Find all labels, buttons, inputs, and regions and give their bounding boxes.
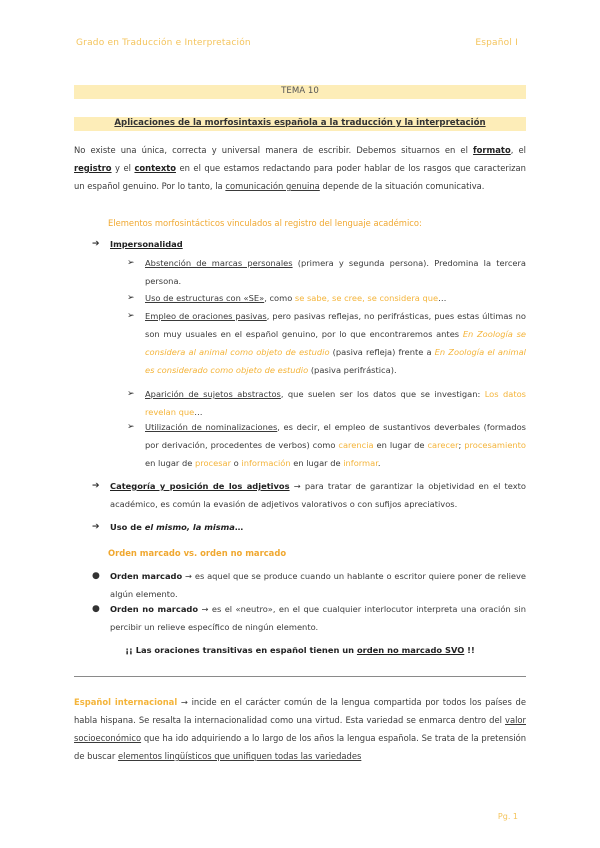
- section1-title: Elementos morfosintácticos vinculados al registro del lenguaje académico:: [108, 218, 422, 228]
- tema-label: TEMA 10: [281, 86, 319, 96]
- sub-item-1: Abstención de marcas personales (primera y segunda persona). Predomina la tercera persona.: [145, 258, 526, 286]
- impersonalidad-heading: Impersonalidad: [110, 239, 183, 249]
- triangle-bullet-icon: ➢: [127, 293, 135, 303]
- triangle-bullet-icon: ➢: [127, 258, 135, 268]
- header-right: Español I: [475, 38, 518, 48]
- orden-no-marcado-item: Orden no marcado → es el «neutro», en el que cualquier interlocutor interpreta una oración sin percibir un relieve específico de ningún elemento.: [110, 604, 526, 632]
- espanol-internacional-paragraph: Español internacional → incide en el carácter común de la lengua compartida por todos los países de habla hispana. Se resalta la internacionalidad como una virtud. Esta variedad se enmarca dentro del valor socioeconómico que ha ido adquiriendo a lo largo de los años la lengua española. Se trata de la pretensión de buscar elementos lingüísticos que unifiquen todas las variedades: [74, 697, 526, 761]
- sub-item-2: Uso de estructuras con «SE», como se sabe, se cree, se considera que…: [145, 293, 447, 303]
- categoria-item: Categoría y posición de los adjetivos → para tratar de garantizar la objetividad en el texto académico, es común la evasión de adjetivos valorativos o con sufijos apreciativos.: [110, 481, 527, 509]
- sub-item-4: Aparición de sujetos abstractos, que suelen ser los datos que se investigan: Los datos revelan que…: [145, 389, 526, 417]
- sub-item-3: Empleo de oraciones pasivas, pero pasivas reflejas, no perifrásticas, pues estas últimas no son muy usuales en el español genuino, por lo que encontraremos antes En Zoología se considera al animal como objeto de estudio (pasiva refleja) frente a En Zoología el animal es considerado como objeto de estudio (pasiva perifrástica).: [145, 311, 527, 375]
- sub-item-5: Utilización de nominalizaciones, es decir, el empleo de sustantivos deverbales (formados por derivación, procedentes de verbos) como carencia en lugar de carecer; procesamiento en lugar de procesar o información en lugar de informar.: [145, 422, 527, 468]
- triangle-bullet-icon: ➢: [127, 389, 135, 399]
- intro-paragraph: No existe una única, correcta y universal manera de escribir. Debemos situarnos en el formato, el registro y el contexto en el que estamos redactando para poder hablar de los rasgos que caracterizan un español genuino. Por lo tanto, la comunicación genuina depende de la situación comunicativa.: [74, 145, 526, 191]
- triangle-bullet-icon: ➢: [127, 422, 135, 432]
- arrow-bullet-icon: ➔: [92, 239, 100, 249]
- arrow-bullet-icon: ➔: [92, 522, 100, 532]
- triangle-bullet-icon: ➢: [127, 311, 135, 321]
- divider: [74, 676, 526, 677]
- dot-bullet-icon: ●: [92, 604, 100, 614]
- header-left: Grado en Traducción e Interpretación: [76, 38, 251, 48]
- page-title: Aplicaciones de la morfosintaxis española a la traducción y la interpretación: [114, 118, 486, 128]
- dot-bullet-icon: ●: [92, 571, 100, 581]
- section2-title: Orden marcado vs. orden no marcado: [108, 548, 287, 558]
- orden-marcado-item: Orden marcado → es aquel que se produce cuando un hablante o escritor quiere poner de relieve algún elemento.: [110, 571, 526, 599]
- svo-note: ¡¡ Las oraciones transitivas en español tienen un orden no marcado SVO !!: [125, 645, 475, 655]
- arrow-bullet-icon: ➔: [92, 481, 100, 491]
- page-number: Pg. 1: [497, 812, 518, 821]
- uso-item: Uso de el mismo, la misma…: [110, 522, 244, 532]
